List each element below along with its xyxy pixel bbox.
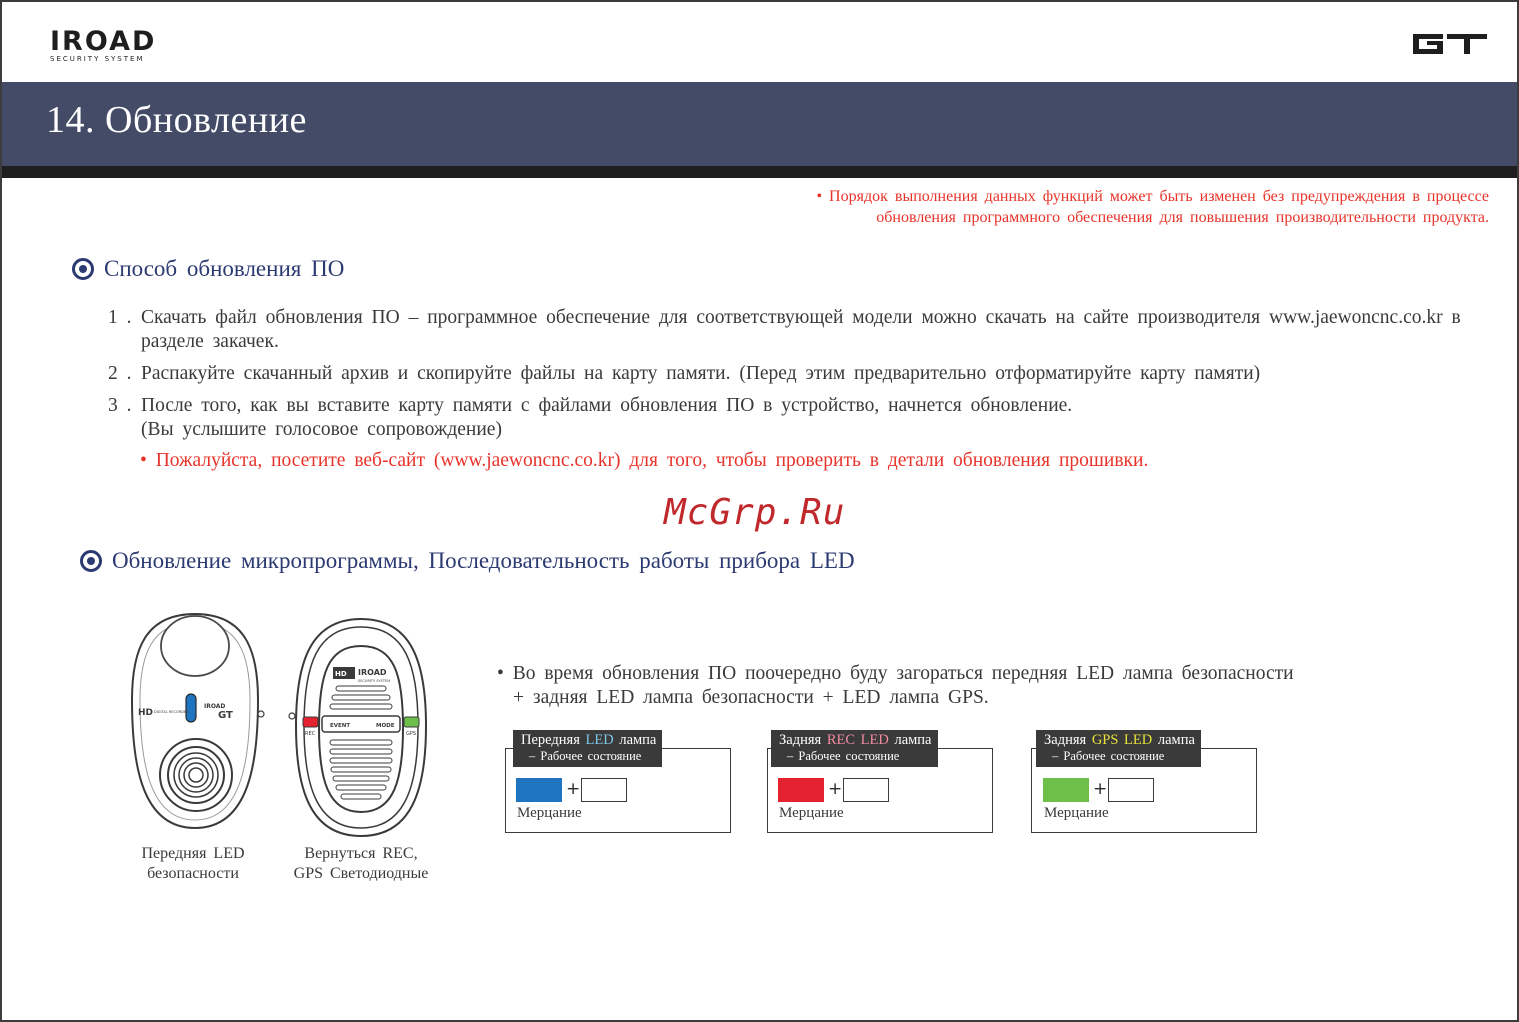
page-title: 14. Обновление: [46, 99, 307, 141]
section-heading-text: Обновление микропрограммы, Последовательность работы прибора LED: [112, 548, 855, 573]
led-label-highlight: GPS LED: [1091, 732, 1153, 748]
notice-line-2: обновления программного обеспечения для повышения производительности продукта.: [876, 209, 1489, 226]
watermark: McGrp.Ru: [664, 492, 846, 533]
change-notice: [629, 186, 1489, 228]
step-text: Скачать файл обновления ПО – программное обеспечение для соответствующей модели можно скачать на сайте производителя www.jaewoncnc.co.kr в разделе закачек.: [141, 307, 1461, 352]
section-heading-update-method: [72, 256, 344, 282]
step-text-continuation: (Вы услышите голосовое сопровождение): [141, 419, 502, 440]
rear-device-illustration: [286, 616, 436, 845]
led-label-state: – Рабочее состояние: [787, 749, 900, 763]
led-color-swatch: [1043, 778, 1089, 802]
caption-line: GPS Светодиодные: [293, 865, 429, 882]
iroad-logo: [50, 26, 157, 64]
caption-line: Передняя LED: [141, 845, 245, 862]
step-number: 1 .: [108, 307, 132, 328]
led-label-prefix: Задняя: [1044, 732, 1087, 748]
description-line: • Во время обновления ПО поочередно буду загораться передняя LED лампа безопасности: [497, 663, 1294, 684]
target-bullet-icon: [72, 258, 94, 280]
section-heading-text: Способ обновления ПО: [104, 256, 345, 281]
plus-sign: +: [1093, 779, 1108, 799]
led-box-label: [513, 730, 662, 767]
brand-name: IROAD: [50, 26, 157, 57]
plus-sign: +: [828, 779, 843, 799]
rear-camera-drawing: [286, 616, 436, 841]
firmware-website-note: • Пожалуйста, посетите веб-сайт (www.jaewoncnc.co.kr) для того, чтобы проверить в детали обновления прошивки.: [140, 450, 1149, 471]
led-off-swatch: [1108, 778, 1154, 802]
front-camera-drawing: [120, 610, 270, 835]
led-box-label: [771, 730, 938, 767]
target-bullet-icon: [80, 550, 102, 572]
list-item: [108, 362, 1478, 386]
led-off-swatch: [581, 778, 627, 802]
step-number: 2 .: [108, 363, 132, 384]
led-color-swatch: [516, 778, 562, 802]
firmware-led-description: [497, 662, 1457, 710]
rear-device-event-label: EVENT: [330, 723, 351, 729]
front-device-brand: IROAD: [204, 703, 226, 710]
front-device-hd-label: HD: [138, 708, 154, 718]
led-label-state: – Рабочее состояние: [1052, 749, 1165, 763]
blink-label: Мерцание: [517, 805, 582, 821]
led-off-swatch: [843, 778, 889, 802]
led-label-state: – Рабочее состояние: [529, 749, 642, 763]
banner-divider: [2, 166, 1517, 178]
front-device-model: GT: [218, 710, 233, 721]
rear-device-gps-label: GPS: [406, 731, 417, 737]
step-text: Распакуйте скачанный архив и скопируйте файлы на карту памяти. (Перед этим предварительно отформатируйте карту памяти): [141, 363, 1261, 384]
caption-line: безопасности: [147, 865, 239, 882]
front-device-illustration: [120, 610, 270, 839]
step-text-block: [141, 394, 1478, 442]
update-steps-list: [108, 306, 1478, 450]
led-label-prefix: Задняя: [779, 732, 822, 748]
notice-line-1: • Порядок выполнения данных функций может быть изменен без предупреждения в процессе: [816, 188, 1489, 205]
caption-line: Вернуться REC,: [304, 845, 418, 862]
gt-logo-icon: [1409, 30, 1489, 58]
brand-subtitle: SECURITY SYSTEM: [50, 55, 145, 63]
step-text: После того, как вы вставите карту памяти с файлами обновления ПО в устройство, начнется обновление.: [141, 395, 1073, 416]
led-label-suffix: лампа: [1157, 732, 1195, 748]
rear-device-mode-label: MODE: [376, 723, 395, 729]
plus-sign: +: [566, 779, 581, 799]
front-device-small-label: DIGITAL RECORDER: [154, 710, 189, 714]
led-box-label: [1036, 730, 1201, 767]
led-label-prefix: Передняя: [521, 732, 580, 748]
gt-logo: [1409, 30, 1489, 62]
list-item: [108, 306, 1478, 354]
front-device-caption: [118, 844, 268, 884]
rear-device-caption: [276, 844, 446, 884]
blink-label: Мерцание: [1044, 805, 1109, 821]
led-label-suffix: лампа: [619, 732, 657, 748]
svg-text:HD: HD: [335, 670, 347, 678]
led-label-highlight: REC LED: [826, 732, 889, 748]
blink-label: Мерцание: [779, 805, 844, 821]
led-label-highlight: LED: [585, 732, 614, 748]
description-line: + задняя LED лампа безопасности + LED лампа GPS.: [513, 687, 989, 708]
rear-device-brand: IROAD: [358, 668, 387, 677]
step-number: 3 .: [108, 395, 132, 416]
led-color-swatch: [778, 778, 824, 802]
list-item: [108, 394, 1478, 442]
led-label-suffix: лампа: [894, 732, 932, 748]
rear-device-subtitle: SECURITY SYSTEM: [358, 679, 391, 683]
rear-device-rec-label: REC: [305, 731, 316, 737]
section-heading-firmware-led: [80, 548, 855, 574]
